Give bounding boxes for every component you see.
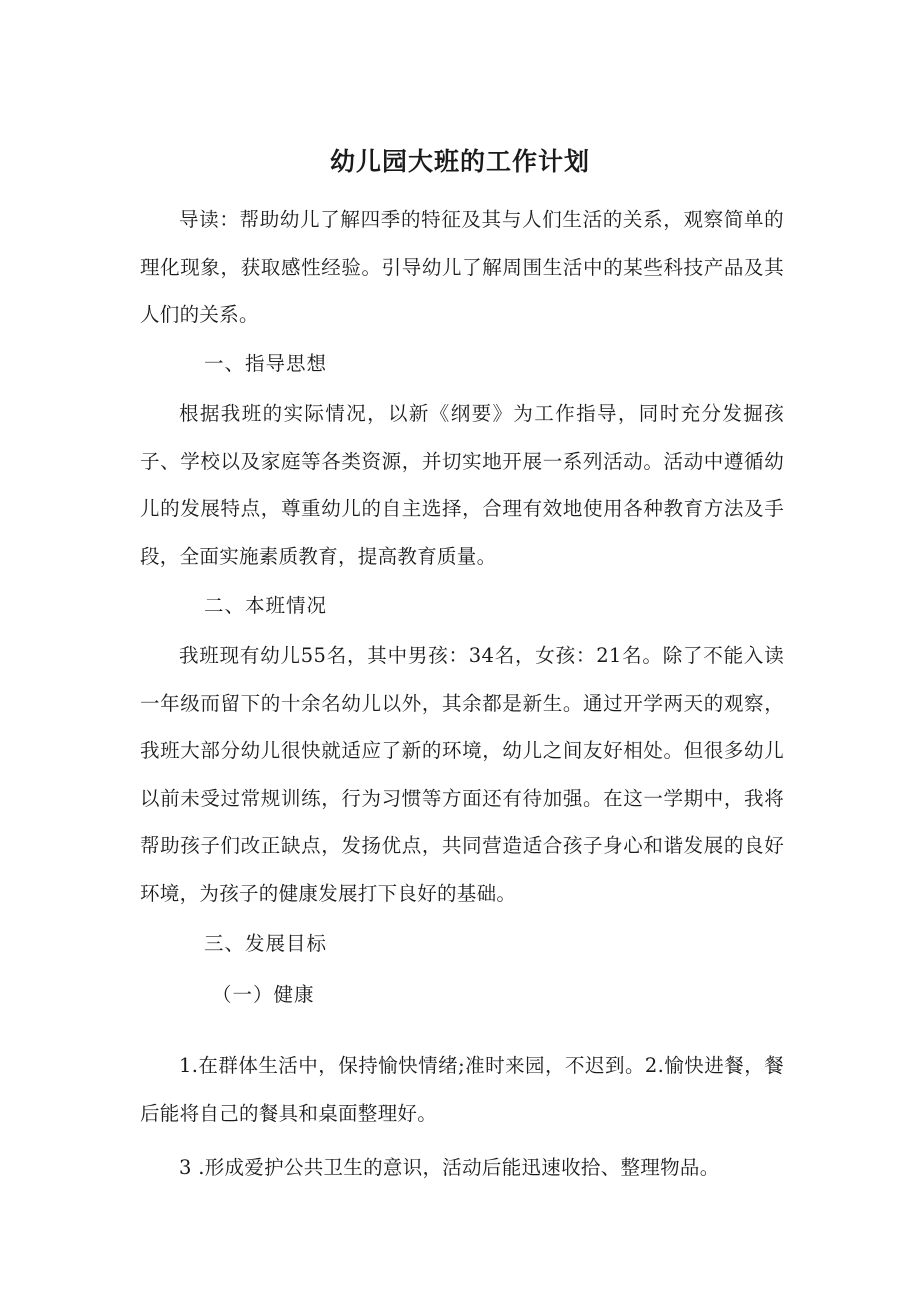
section-heading-development-goals: 三、发展目标 bbox=[204, 932, 328, 955]
goal-item-3: 3 .形成爱护公共卫生的意识，活动后能迅速收拾、整理物品。 bbox=[179, 1156, 720, 1179]
intro-paragraph: 导读：帮助幼儿了解四季的特征及其与人们生活的关系，观察简单的理化现象，获取感性经验。引导幼儿了解周围生活中的某些科技产品及其人们的关系。 bbox=[140, 208, 784, 326]
goal-item-1-2: 1.在群体生活中，保持愉快情绪;准时来园，不迟到。2.愉快进餐，餐后能将自己的餐具和桌面整理好。 bbox=[140, 1054, 784, 1125]
section-heading-class-situation: 二、本班情况 bbox=[204, 594, 328, 617]
section-heading-guiding-thought: 一、指导思想 bbox=[204, 352, 328, 375]
page-title: 幼儿园大班的工作计划 bbox=[329, 147, 590, 176]
section-body-guiding-thought: 根据我班的实际情况，以新《纲要》为工作指导，同时充分发掘孩子、学校以及家庭等各类资源，并切实地开展一系列活动。活动中遵循幼儿的发展特点，尊重幼儿的自主选择，合理有效地使用各种教育方法及手段，全面实施素质教育，提高教育质量。 bbox=[140, 402, 784, 568]
section-body-class-situation: 我班现有幼儿55名，其中男孩：34名，女孩：21名。除了不能入读一年级而留下的十余名幼儿以外，其余都是新生。通过开学两天的观察，我班大部分幼儿很快就适应了新的环境，幼儿之间友好相处。但很多幼儿以前未受过常规训练，行为习惯等方面还有待加强。在这一学期中，我将帮助孩子们改正缺点，发扬优点，共同营造适合孩子身心和谐发展的良好环境，为孩子的健康发展打下良好的基础。 bbox=[140, 644, 784, 905]
subheading-health: （一）健康 bbox=[212, 983, 315, 1006]
